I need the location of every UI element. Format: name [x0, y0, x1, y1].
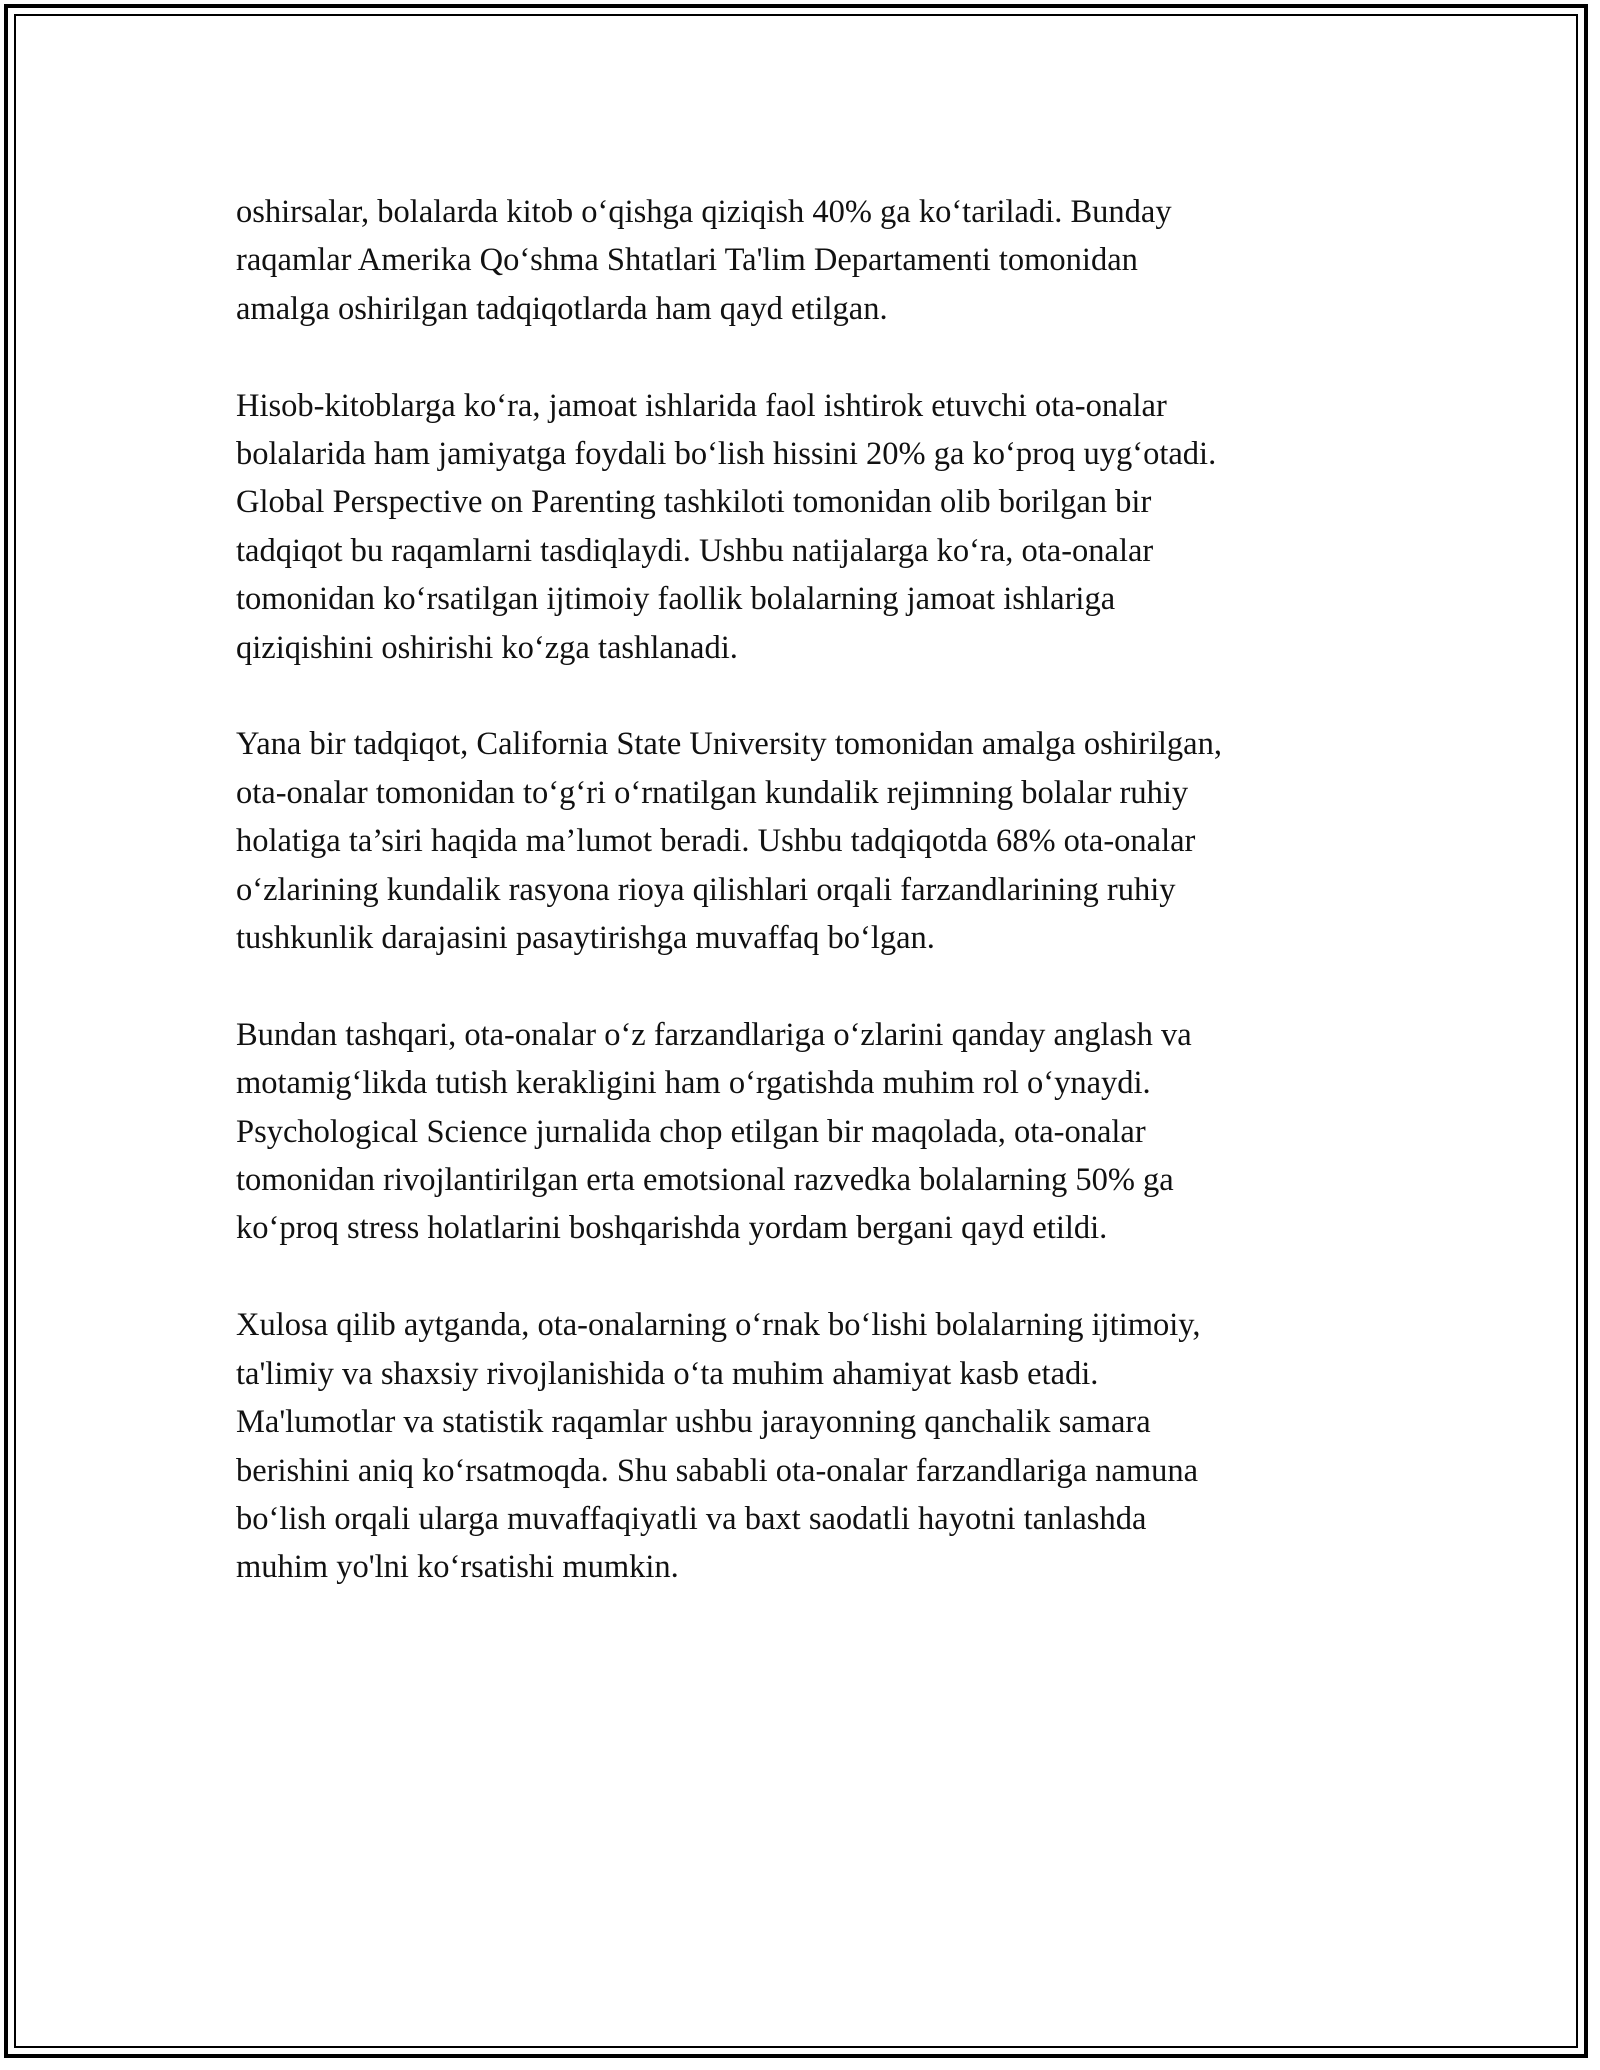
text-line: bolalarida ham jamiyatga foydali bo‘lish hissini 20% ga ko‘proq uyg‘otadi.	[236, 436, 1217, 473]
text-line: Global Perspective on Parenting tashkiloti tomonidan olib borilgan bir	[236, 484, 1152, 521]
text-line: Psychological Science jurnalida chop etilgan bir maqolada, ota-onalar	[236, 1113, 1146, 1150]
text-line: qiziqishini oshirishi ko‘zga tashlanadi.	[236, 629, 738, 666]
text-line: tushkunlik darajasini pasaytirishga muvaffaq bo‘lgan.	[236, 920, 935, 957]
text-line: Ma'lumotlar va statistik raqamlar ushbu jarayonning qanchalik samara	[236, 1404, 1151, 1441]
text-line: o‘zlarining kundalik rasyona rioya qilishlari orqali farzandlarining ruhiy	[236, 871, 1176, 908]
text-line: motamig‘likda tutish kerakligini ham o‘rgatishda muhim rol o‘ynaydi.	[236, 1065, 1151, 1102]
text-line: tomonidan ko‘rsatilgan ijtimoiy faollik bolalarning jamoat ishlariga	[236, 581, 1116, 618]
paragraph-1	[236, 188, 1356, 333]
text-line: Hisob-kitoblarga ko‘ra, jamoat ishlarida faol ishtirok etuvchi ota-onalar	[236, 387, 1167, 424]
paragraph-5	[236, 1301, 1356, 1591]
text-line: oshirsalar, bolalarda kitob o‘qishga qiziqish 40% ga ko‘tariladi. Bunday	[236, 194, 1172, 230]
text-line: bo‘lish orqali ularga muvaffaqiyatli va baxt saodatli hayotni tanlashda	[236, 1500, 1147, 1537]
text-line: ta'limiy va shaxsiy rivojlanishida o‘ta muhim ahamiyat kasb etadi.	[236, 1355, 1099, 1392]
paragraph-3	[236, 720, 1356, 962]
text-line: Yana bir tadqiqot, California State University tomonidan amalga oshirilgan,	[236, 726, 1222, 763]
text-line: Bundan tashqari, ota-onalar o‘z farzandlariga o‘zlarini qanday anglash va	[236, 1016, 1192, 1053]
text-line: tadqiqot bu raqamlarni tasdiqlaydi. Ushbu natijalarga ko‘ra, ota-onalar	[236, 532, 1154, 569]
text-line: raqamlar Amerika Qo‘shma Shtatlari Ta'lim Departamenti tomonidan	[236, 242, 1138, 279]
paragraph-2	[236, 382, 1356, 672]
text-line: amalga oshirilgan tadqiqotlarda ham qayd etilgan.	[236, 290, 888, 327]
paragraph-4	[236, 1011, 1356, 1253]
text-line: tomonidan rivojlantirilgan erta emotsional razvedka bolalarning 50% ga	[236, 1162, 1174, 1199]
text-line: Xulosa qilib aytganda, ota-onalarning o‘rnak bo‘lishi bolalarning ijtimoiy,	[236, 1307, 1201, 1344]
text-line: ko‘proq stress holatlarini boshqarishda yordam bergani qayd etildi.	[236, 1210, 1108, 1247]
text-line: ota-onalar tomonidan to‘g‘ri o‘rnatilgan kundalik rejimning bolalar ruhiy	[236, 774, 1189, 811]
text-line: muhim yo'lni ko‘rsatishi mumkin.	[236, 1549, 679, 1586]
document-body	[236, 188, 1356, 1640]
text-line: holatiga ta’siri haqida ma’lumot beradi. Ushbu tadqiqotda 68% ota-onalar	[236, 823, 1196, 860]
text-line: berishini aniq ko‘rsatmoqda. Shu sababli ota-onalar farzandlariga namuna	[236, 1452, 1199, 1489]
